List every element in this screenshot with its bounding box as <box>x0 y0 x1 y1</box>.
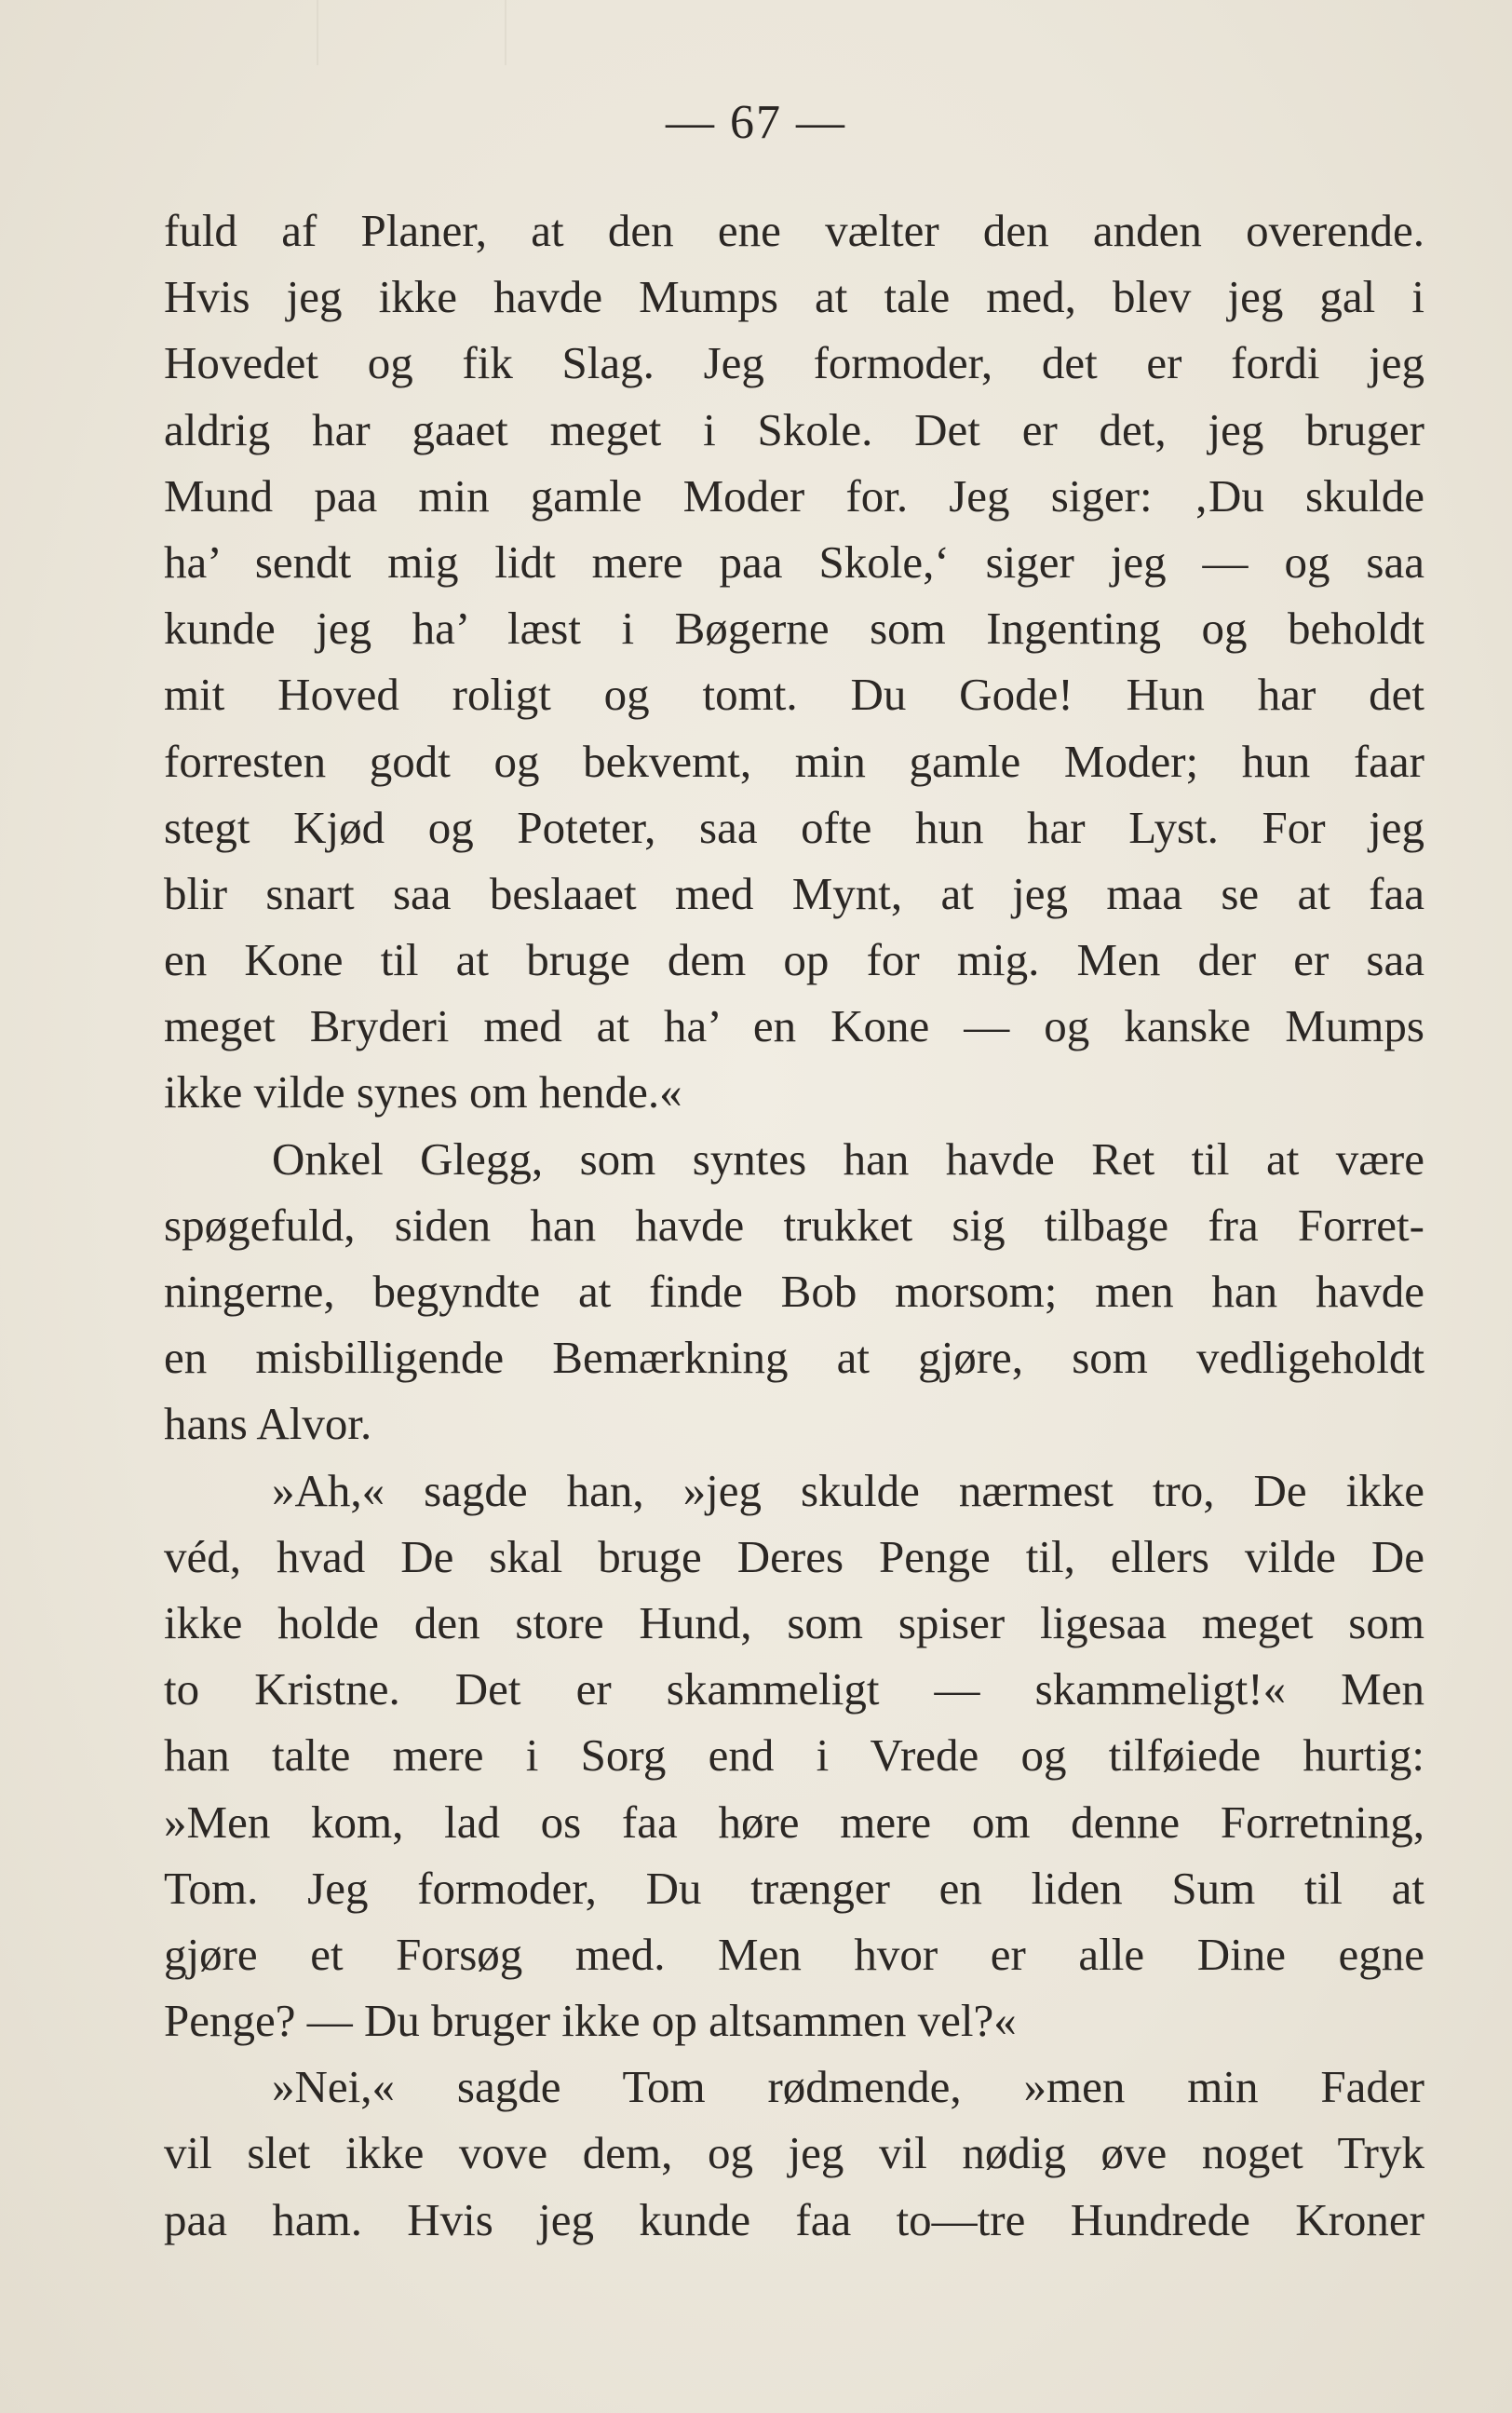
text-line: mit Hoved roligt og tomt. Du Gode! Hun har det <box>164 669 1424 721</box>
text-line: véd, hvad De skal bruge Deres Penge til, ellers vilde De <box>164 1530 1424 1582</box>
text-line: gjøre et Forsøg med. Men hvor er alle Dine egne <box>164 1928 1424 1980</box>
text-line: »Ah,« sagde han, »jeg skulde nærmest tro, De ikke <box>272 1464 1424 1516</box>
text-line: aldrig har gaaet meget i Skole. Det er det, jeg bruger <box>164 403 1424 455</box>
paper-fold-mark <box>317 0 506 65</box>
text-line: hans Alvor. <box>164 1398 372 1450</box>
text-line: »Men kom, lad os faa høre mere om denne Forretning, <box>164 1796 1424 1848</box>
text-line: Onkel Glegg, som syntes han havde Ret til at være <box>272 1132 1424 1185</box>
body-text <box>164 197 1424 2253</box>
text-line: stegt Kjød og Poteter, saa ofte hun har Lyst. For jeg <box>164 801 1424 853</box>
text-line: paa ham. Hvis jeg kunde faa to—tre Hundrede Kroner <box>164 2193 1424 2245</box>
text-line: to Kristne. Det er skammeligt — skammeligt!« Men <box>164 1663 1424 1715</box>
text-line: fuld af Planer, at den ene vælter den anden overende. <box>164 205 1424 256</box>
text-line: en Kone til at bruge dem op for mig. Men der er saa <box>164 934 1424 986</box>
text-line: ha’ sendt mig lidt mere paa Skole,‘ siger jeg — og saa <box>164 535 1424 588</box>
text-line: ningerne, begyndte at finde Bob morsom; men han havde <box>164 1266 1424 1317</box>
page-number: — 67 — <box>666 96 846 149</box>
text-line: ikke holde den store Hund, som spiser ligesaa meget som <box>164 1596 1424 1648</box>
text-line: en misbilligende Bemærkning at gjøre, som vedligeholdt <box>164 1332 1424 1384</box>
text-line: Hovedet og fik Slag. Jeg formoder, det er fordi jeg <box>164 337 1424 389</box>
text-line: »Nei,« sagde Tom rødmende, »men min Fader <box>272 2061 1424 2113</box>
text-line: blir snart saa beslaaet med Mynt, at jeg maa se at faa <box>164 867 1424 919</box>
text-line: Hvis jeg ikke havde Mumps at tale med, blev jeg gal i <box>164 271 1424 323</box>
text-line: spøgefuld, siden han havde trukket sig tilbage fra Forret- <box>164 1199 1424 1251</box>
text-line: kunde jeg ha’ læst i Bøgerne som Ingenting og beholdt <box>164 603 1424 655</box>
text-line: Mund paa min gamle Moder for. Jeg siger: ‚Du skulde <box>164 469 1424 522</box>
text-line: han talte mere i Sorg end i Vrede og tilføiede hurtig: <box>164 1729 1424 1782</box>
text-line: Penge? — Du bruger ikke op altsammen vel?« <box>164 1995 1017 2047</box>
text-line: vil slet ikke vove dem, og jeg vil nødig øve noget Tryk <box>164 2127 1424 2179</box>
text-line: forresten godt og bekvemt, min gamle Moder; hun faar <box>164 735 1424 787</box>
text-line: ikke vilde synes om hende.« <box>164 1066 682 1118</box>
text-line: Tom. Jeg formoder, Du trænger en liden Sum til at <box>164 1862 1424 1914</box>
text-line: meget Bryderi med at ha’ en Kone — og kanske Mumps <box>164 1000 1424 1052</box>
